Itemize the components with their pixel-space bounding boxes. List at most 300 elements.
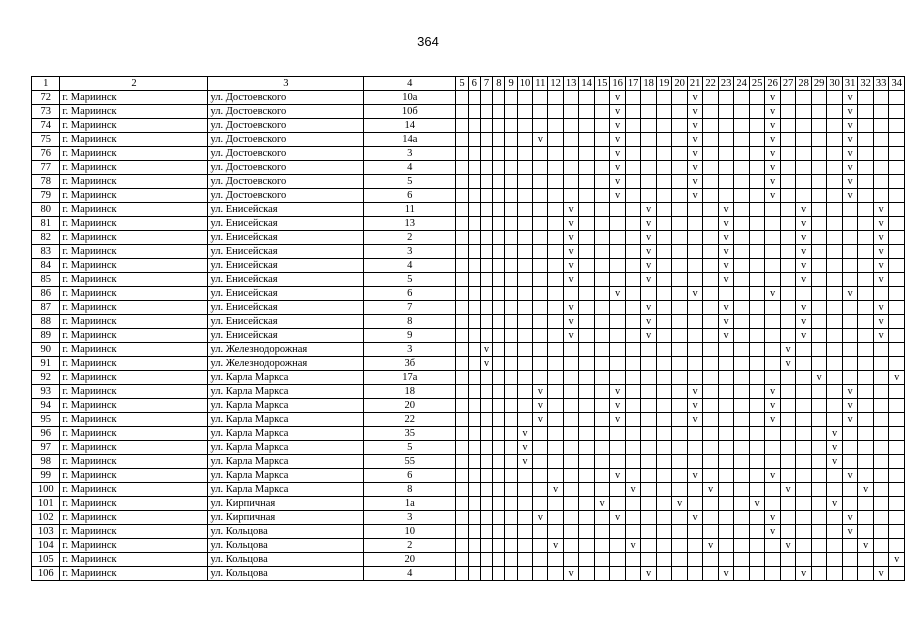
empty-cell xyxy=(672,217,688,231)
empty-cell xyxy=(480,413,492,427)
empty-cell xyxy=(517,497,533,511)
table-row xyxy=(32,245,905,259)
check-mark: v xyxy=(563,273,579,287)
empty-cell xyxy=(493,161,505,175)
empty-cell xyxy=(468,357,480,371)
empty-cell xyxy=(505,413,517,427)
empty-cell xyxy=(734,259,750,273)
house-number-cell: 6 xyxy=(364,189,456,203)
check-mark: v xyxy=(827,441,843,455)
row-number: 80 xyxy=(32,203,60,217)
empty-cell xyxy=(811,357,827,371)
empty-cell xyxy=(780,119,796,133)
empty-cell xyxy=(594,161,610,175)
empty-cell xyxy=(505,301,517,315)
empty-cell xyxy=(734,497,750,511)
check-mark: v xyxy=(765,469,781,483)
house-number-cell: 4 xyxy=(364,161,456,175)
empty-cell xyxy=(548,357,564,371)
empty-cell xyxy=(811,455,827,469)
house-number-cell: 10б xyxy=(364,105,456,119)
table-row xyxy=(32,399,905,413)
empty-cell xyxy=(873,105,889,119)
empty-cell xyxy=(641,105,657,119)
empty-cell xyxy=(641,455,657,469)
empty-cell xyxy=(480,539,492,553)
empty-cell xyxy=(656,343,672,357)
empty-cell xyxy=(796,357,812,371)
house-number-cell: 3 xyxy=(364,511,456,525)
empty-cell xyxy=(889,259,905,273)
empty-cell xyxy=(765,259,781,273)
empty-cell xyxy=(548,231,564,245)
column-header-17: 17 xyxy=(625,77,641,91)
column-header-3: 3 xyxy=(208,77,364,91)
empty-cell xyxy=(517,399,533,413)
empty-cell xyxy=(749,315,765,329)
check-mark: v xyxy=(873,301,889,315)
empty-cell xyxy=(548,427,564,441)
empty-cell xyxy=(889,357,905,371)
empty-cell xyxy=(517,343,533,357)
empty-cell xyxy=(456,315,468,329)
empty-cell xyxy=(493,399,505,413)
empty-cell xyxy=(873,91,889,105)
check-mark: v xyxy=(548,539,564,553)
empty-cell xyxy=(780,567,796,581)
empty-cell xyxy=(858,511,874,525)
empty-cell xyxy=(889,301,905,315)
house-number-cell: 5 xyxy=(364,273,456,287)
empty-cell xyxy=(533,273,548,287)
empty-cell xyxy=(456,427,468,441)
empty-cell xyxy=(672,441,688,455)
empty-cell xyxy=(517,413,533,427)
empty-cell xyxy=(456,441,468,455)
check-mark: v xyxy=(641,259,657,273)
empty-cell xyxy=(889,497,905,511)
empty-cell xyxy=(703,287,719,301)
empty-cell xyxy=(672,259,688,273)
empty-cell xyxy=(796,441,812,455)
check-mark: v xyxy=(480,343,492,357)
check-mark: v xyxy=(718,567,734,581)
column-header-16: 16 xyxy=(610,77,626,91)
row-number: 90 xyxy=(32,343,60,357)
empty-cell xyxy=(480,91,492,105)
empty-cell xyxy=(533,217,548,231)
check-mark: v xyxy=(873,217,889,231)
check-mark: v xyxy=(718,315,734,329)
empty-cell xyxy=(456,175,468,189)
empty-cell xyxy=(765,371,781,385)
empty-cell xyxy=(579,287,595,301)
table-row xyxy=(32,539,905,553)
empty-cell xyxy=(548,91,564,105)
check-mark: v xyxy=(641,329,657,343)
check-mark: v xyxy=(796,203,812,217)
empty-cell xyxy=(563,91,579,105)
empty-cell xyxy=(468,511,480,525)
empty-cell xyxy=(579,427,595,441)
city-cell: г. Мариинск xyxy=(60,217,208,231)
empty-cell xyxy=(533,259,548,273)
empty-cell xyxy=(641,483,657,497)
empty-cell xyxy=(468,175,480,189)
empty-cell xyxy=(505,567,517,581)
empty-cell xyxy=(656,525,672,539)
empty-cell xyxy=(842,343,858,357)
empty-cell xyxy=(594,441,610,455)
row-number: 99 xyxy=(32,469,60,483)
empty-cell xyxy=(468,189,480,203)
empty-cell xyxy=(842,217,858,231)
check-mark: v xyxy=(641,203,657,217)
empty-cell xyxy=(718,413,734,427)
empty-cell xyxy=(827,483,843,497)
empty-cell xyxy=(610,567,626,581)
empty-cell xyxy=(505,287,517,301)
check-mark: v xyxy=(703,539,719,553)
empty-cell xyxy=(718,399,734,413)
house-number-cell: 18 xyxy=(364,385,456,399)
empty-cell xyxy=(858,567,874,581)
empty-cell xyxy=(687,427,703,441)
empty-cell xyxy=(641,343,657,357)
empty-cell xyxy=(672,385,688,399)
empty-cell xyxy=(517,385,533,399)
check-mark: v xyxy=(687,119,703,133)
empty-cell xyxy=(873,343,889,357)
empty-cell xyxy=(594,371,610,385)
empty-cell xyxy=(734,385,750,399)
table-row xyxy=(32,413,905,427)
empty-cell xyxy=(811,147,827,161)
empty-cell xyxy=(456,273,468,287)
empty-cell xyxy=(517,301,533,315)
street-cell: ул. Енисейская xyxy=(208,315,364,329)
empty-cell xyxy=(842,273,858,287)
empty-cell xyxy=(456,343,468,357)
empty-cell xyxy=(594,385,610,399)
empty-cell xyxy=(703,91,719,105)
check-mark: v xyxy=(765,413,781,427)
city-cell: г. Мариинск xyxy=(60,469,208,483)
empty-cell xyxy=(480,329,492,343)
check-mark: v xyxy=(610,119,626,133)
empty-cell xyxy=(610,483,626,497)
check-mark: v xyxy=(718,329,734,343)
empty-cell xyxy=(749,343,765,357)
check-mark: v xyxy=(842,91,858,105)
row-number: 101 xyxy=(32,497,60,511)
empty-cell xyxy=(625,357,641,371)
empty-cell xyxy=(563,133,579,147)
column-header-1: 1 xyxy=(32,77,60,91)
empty-cell xyxy=(493,273,505,287)
empty-cell xyxy=(468,315,480,329)
empty-cell xyxy=(858,385,874,399)
empty-cell xyxy=(594,455,610,469)
empty-cell xyxy=(703,357,719,371)
empty-cell xyxy=(672,91,688,105)
street-cell: ул. Карла Маркса xyxy=(208,441,364,455)
empty-cell xyxy=(827,329,843,343)
empty-cell xyxy=(610,273,626,287)
check-mark: v xyxy=(765,147,781,161)
empty-cell xyxy=(672,455,688,469)
street-cell: ул. Карла Маркса xyxy=(208,483,364,497)
empty-cell xyxy=(625,441,641,455)
check-mark: v xyxy=(610,105,626,119)
empty-cell xyxy=(656,287,672,301)
empty-cell xyxy=(734,483,750,497)
empty-cell xyxy=(493,91,505,105)
empty-cell xyxy=(780,427,796,441)
empty-cell xyxy=(718,357,734,371)
city-cell: г. Мариинск xyxy=(60,301,208,315)
empty-cell xyxy=(533,469,548,483)
empty-cell xyxy=(858,147,874,161)
row-number: 100 xyxy=(32,483,60,497)
city-cell: г. Мариинск xyxy=(60,497,208,511)
empty-cell xyxy=(533,553,548,567)
empty-cell xyxy=(656,133,672,147)
row-number: 102 xyxy=(32,511,60,525)
check-mark: v xyxy=(718,231,734,245)
check-mark: v xyxy=(687,105,703,119)
empty-cell xyxy=(842,427,858,441)
empty-cell xyxy=(734,511,750,525)
check-mark: v xyxy=(842,413,858,427)
empty-cell xyxy=(641,469,657,483)
city-cell: г. Мариинск xyxy=(60,371,208,385)
empty-cell xyxy=(610,539,626,553)
empty-cell xyxy=(889,161,905,175)
empty-cell xyxy=(579,483,595,497)
empty-cell xyxy=(687,525,703,539)
house-number-cell: 11 xyxy=(364,203,456,217)
empty-cell xyxy=(811,427,827,441)
empty-cell xyxy=(579,147,595,161)
empty-cell xyxy=(827,385,843,399)
check-mark: v xyxy=(780,539,796,553)
empty-cell xyxy=(858,315,874,329)
check-mark: v xyxy=(610,133,626,147)
row-number: 103 xyxy=(32,525,60,539)
city-cell: г. Мариинск xyxy=(60,525,208,539)
empty-cell xyxy=(517,161,533,175)
check-mark: v xyxy=(842,175,858,189)
empty-cell xyxy=(493,357,505,371)
empty-cell xyxy=(811,301,827,315)
empty-cell xyxy=(493,567,505,581)
city-cell: г. Мариинск xyxy=(60,399,208,413)
table-row xyxy=(32,287,905,301)
empty-cell xyxy=(796,189,812,203)
empty-cell xyxy=(610,343,626,357)
check-mark: v xyxy=(765,119,781,133)
row-number: 89 xyxy=(32,329,60,343)
empty-cell xyxy=(579,469,595,483)
table-row xyxy=(32,385,905,399)
column-header-26: 26 xyxy=(765,77,781,91)
empty-cell xyxy=(517,567,533,581)
empty-cell xyxy=(811,385,827,399)
empty-cell xyxy=(579,497,595,511)
check-mark: v xyxy=(842,161,858,175)
empty-cell xyxy=(548,371,564,385)
empty-cell xyxy=(858,287,874,301)
empty-cell xyxy=(749,511,765,525)
empty-cell xyxy=(456,455,468,469)
check-mark: v xyxy=(563,329,579,343)
empty-cell xyxy=(765,273,781,287)
empty-cell xyxy=(811,329,827,343)
column-header-21: 21 xyxy=(687,77,703,91)
empty-cell xyxy=(703,329,719,343)
check-mark: v xyxy=(780,483,796,497)
empty-cell xyxy=(858,497,874,511)
empty-cell xyxy=(505,329,517,343)
empty-cell xyxy=(780,161,796,175)
empty-cell xyxy=(548,245,564,259)
empty-cell xyxy=(749,301,765,315)
empty-cell xyxy=(563,175,579,189)
check-mark: v xyxy=(718,245,734,259)
empty-cell xyxy=(563,105,579,119)
empty-cell xyxy=(734,469,750,483)
empty-cell xyxy=(610,525,626,539)
street-cell: ул. Достоевского xyxy=(208,91,364,105)
empty-cell xyxy=(468,553,480,567)
empty-cell xyxy=(703,175,719,189)
empty-cell xyxy=(827,91,843,105)
column-header-14: 14 xyxy=(579,77,595,91)
empty-cell xyxy=(456,133,468,147)
empty-cell xyxy=(480,385,492,399)
empty-cell xyxy=(780,287,796,301)
empty-cell xyxy=(625,399,641,413)
column-header-18: 18 xyxy=(641,77,657,91)
empty-cell xyxy=(703,259,719,273)
empty-cell xyxy=(456,189,468,203)
empty-cell xyxy=(656,161,672,175)
empty-cell xyxy=(687,539,703,553)
empty-cell xyxy=(703,441,719,455)
table-row xyxy=(32,133,905,147)
row-number: 81 xyxy=(32,217,60,231)
empty-cell xyxy=(811,343,827,357)
empty-cell xyxy=(827,553,843,567)
empty-cell xyxy=(842,357,858,371)
empty-cell xyxy=(563,161,579,175)
check-mark: v xyxy=(563,203,579,217)
empty-cell xyxy=(749,133,765,147)
empty-cell xyxy=(811,273,827,287)
empty-cell xyxy=(505,259,517,273)
check-mark: v xyxy=(480,357,492,371)
empty-cell xyxy=(873,497,889,511)
empty-cell xyxy=(533,175,548,189)
empty-cell xyxy=(780,273,796,287)
empty-cell xyxy=(563,441,579,455)
empty-cell xyxy=(811,413,827,427)
empty-cell xyxy=(734,119,750,133)
check-mark: v xyxy=(749,497,765,511)
row-number: 86 xyxy=(32,287,60,301)
empty-cell xyxy=(858,161,874,175)
empty-cell xyxy=(625,119,641,133)
empty-cell xyxy=(734,301,750,315)
empty-cell xyxy=(493,203,505,217)
empty-cell xyxy=(873,175,889,189)
column-header-28: 28 xyxy=(796,77,812,91)
empty-cell xyxy=(505,217,517,231)
house-number-cell: 13 xyxy=(364,217,456,231)
empty-cell xyxy=(533,105,548,119)
empty-cell xyxy=(579,105,595,119)
street-cell: ул. Достоевского xyxy=(208,105,364,119)
empty-cell xyxy=(765,567,781,581)
empty-cell xyxy=(579,189,595,203)
empty-cell xyxy=(456,399,468,413)
empty-cell xyxy=(594,539,610,553)
check-mark: v xyxy=(687,385,703,399)
empty-cell xyxy=(493,133,505,147)
empty-cell xyxy=(672,399,688,413)
column-header-27: 27 xyxy=(780,77,796,91)
empty-cell xyxy=(780,259,796,273)
empty-cell xyxy=(456,91,468,105)
empty-cell xyxy=(672,287,688,301)
empty-cell xyxy=(505,273,517,287)
empty-cell xyxy=(563,343,579,357)
empty-cell xyxy=(517,539,533,553)
empty-cell xyxy=(889,399,905,413)
empty-cell xyxy=(548,217,564,231)
table-row xyxy=(32,119,905,133)
empty-cell xyxy=(873,161,889,175)
empty-cell xyxy=(889,133,905,147)
empty-cell xyxy=(493,483,505,497)
column-header-25: 25 xyxy=(749,77,765,91)
empty-cell xyxy=(811,511,827,525)
empty-cell xyxy=(493,105,505,119)
empty-cell xyxy=(625,259,641,273)
empty-cell xyxy=(703,189,719,203)
row-number: 74 xyxy=(32,119,60,133)
empty-cell xyxy=(780,469,796,483)
city-cell: г. Мариинск xyxy=(60,273,208,287)
row-number: 77 xyxy=(32,161,60,175)
empty-cell xyxy=(796,91,812,105)
empty-cell xyxy=(687,343,703,357)
empty-cell xyxy=(765,329,781,343)
empty-cell xyxy=(765,497,781,511)
empty-cell xyxy=(456,357,468,371)
empty-cell xyxy=(703,119,719,133)
row-number: 87 xyxy=(32,301,60,315)
column-header-23: 23 xyxy=(718,77,734,91)
empty-cell xyxy=(734,203,750,217)
empty-cell xyxy=(765,483,781,497)
empty-cell xyxy=(827,245,843,259)
empty-cell xyxy=(468,273,480,287)
empty-cell xyxy=(718,175,734,189)
empty-cell xyxy=(811,553,827,567)
row-number: 83 xyxy=(32,245,60,259)
